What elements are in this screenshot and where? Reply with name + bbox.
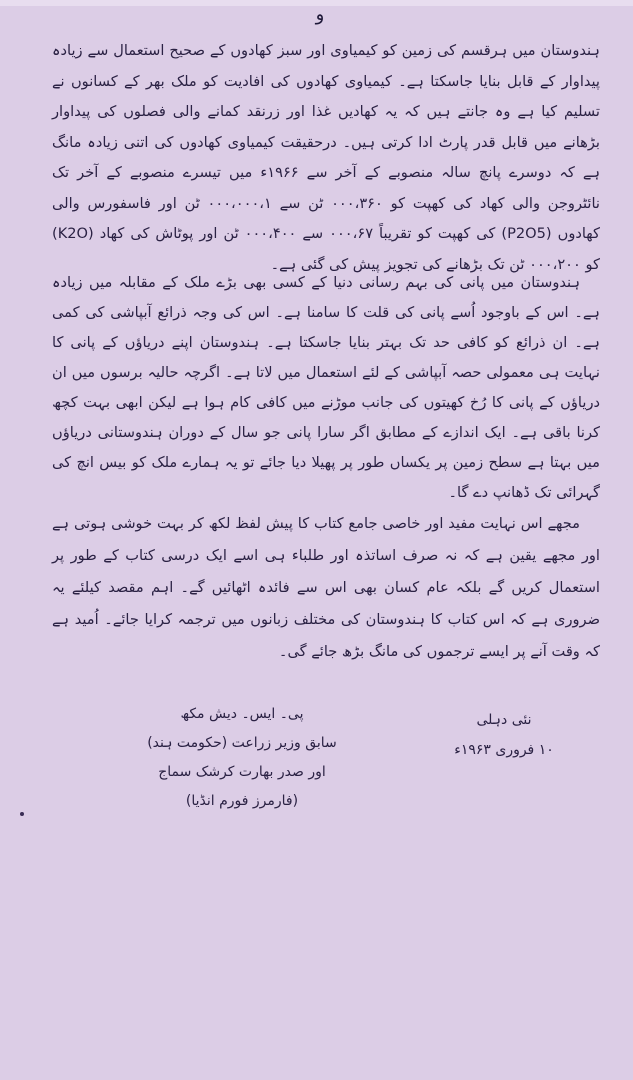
signer-title-1: سابق وزیر زراعت (حکومت ہند) xyxy=(147,735,337,751)
page-number: و xyxy=(315,4,325,25)
margin-dot xyxy=(20,812,24,816)
signer-title-2: اور صدر بھارت کرشک سماج xyxy=(158,764,326,780)
paragraph-text: مجھے اس نہایت مفید اور خاصی جامع کتاب کا پیش لفظ لکھ کر بہت خوشی ہوتی ہے اور مجھے یقین ہے کہ نہ صرف اساتذہ اور طلباء ہی اسے ایک درسی کتاب کے طور پر استعمال کریں گے بلکہ عام کسان بھی اس سے فائدہ اٹھائیں گے۔ اہم مقصد کیلئے یہ ضروری ہے کہ اس کتاب کا ہندوستان کی مختلف زبانوں میں ترجمہ کرایا جائے۔ اُمید ہے کہ وقت آنے پر ایسے ترجموں کی مانگ بڑھ جائے گی۔ xyxy=(52,515,600,660)
signer-name: پی۔ ایس۔ دیش مکھ xyxy=(180,706,304,722)
foreword-paragraph-1 xyxy=(52,36,600,273)
signer-title-3: (فارمرز فورم انڈیا) xyxy=(185,793,299,809)
place: نئی دہلی xyxy=(476,712,532,728)
foreword-paragraph-2 xyxy=(52,268,600,504)
place-and-date xyxy=(434,705,574,765)
paragraph-text: ہندوستان میں ہرقسم کی زمین کو کیمیاوی اور سبز کھادوں کے صحیح استعمال سے زیادہ پیداوار کے قابل بنایا جاسکتا ہے۔ کیمیاوی کھادوں کی افادیت کو ملک بھر کے کسانوں نے تسلیم کیا ہے وہ جانتے ہیں کہ یہ کھادیں غذا اور زرنقد کمانے والی فصلوں کی پیداوار بڑھانے میں قابل قدر پارٹ ادا کرتی ہیں۔ درحقیقت کیمیاوی کھادوں کی اتنی زیادہ مانگ ہے کہ دوسرے پانچ سالہ منصوبے کے آخر سے ۱۹۶۶ء میں تیسرے منصوبے کے آخر تک نائٹروجن والی کھاد کی کھپت کو ۰۰۰،۳۶۰ ٹن سے ۰۰۰،۰۰۰،۱ ٹن اور فاسفورس والی کھادوں (P2O5) کی کھپت کو تقریباً ۰۰۰،۶۷ سے ۰۰۰،۴۰۰ ٹن اور پوٹاش کی کھاد (K2O) کو ۰۰۰،۲۰۰ ٹن تک بڑھانے کی تجویز پیش کی گئی ہے۔ xyxy=(52,42,600,273)
foreword-paragraph-3 xyxy=(52,508,600,668)
paragraph-text: ہندوستان میں پانی کی بہم رسانی دنیا کے کسی بھی بڑے ملک کے مقابلہ میں زیادہ ہے۔ اس کے باوجود اُسے پانی کی قلت کا سامنا ہے۔ اس کی وجہ ذرائع آبپاشی کی کمی ہے۔ ان ذرائع کو کافی حد تک بہتر بنایا جاسکتا ہے۔ ہندوستان اپنے دریاؤں کے پانی کا نہایت ہی معمولی حصہ آبپاشی کے لئے استعمال میں لاتا ہے۔ اگرچہ حالیہ برسوں میں ان دریاؤں کے پانی کا رُخ کھیتوں کی جانب موڑنے میں کافی کام ہوا ہے لیکن ابھی بہت کچھ کرنا باقی ہے۔ ایک اندازے کے مطابق اگر سارا پانی جو سال کے دوران ہندوستانی دریاؤں میں بہتا ہے سطح زمین پر یکساں طور پر پھیلا دیا جائے تو یہ ہمارے ملک کو بیس انچ کی گہرائی تک ڈھانپ دے گا۔ xyxy=(52,274,600,501)
date: ۱۰ فروری ۱۹۶۳ء xyxy=(454,742,554,758)
signature-block xyxy=(122,700,362,816)
